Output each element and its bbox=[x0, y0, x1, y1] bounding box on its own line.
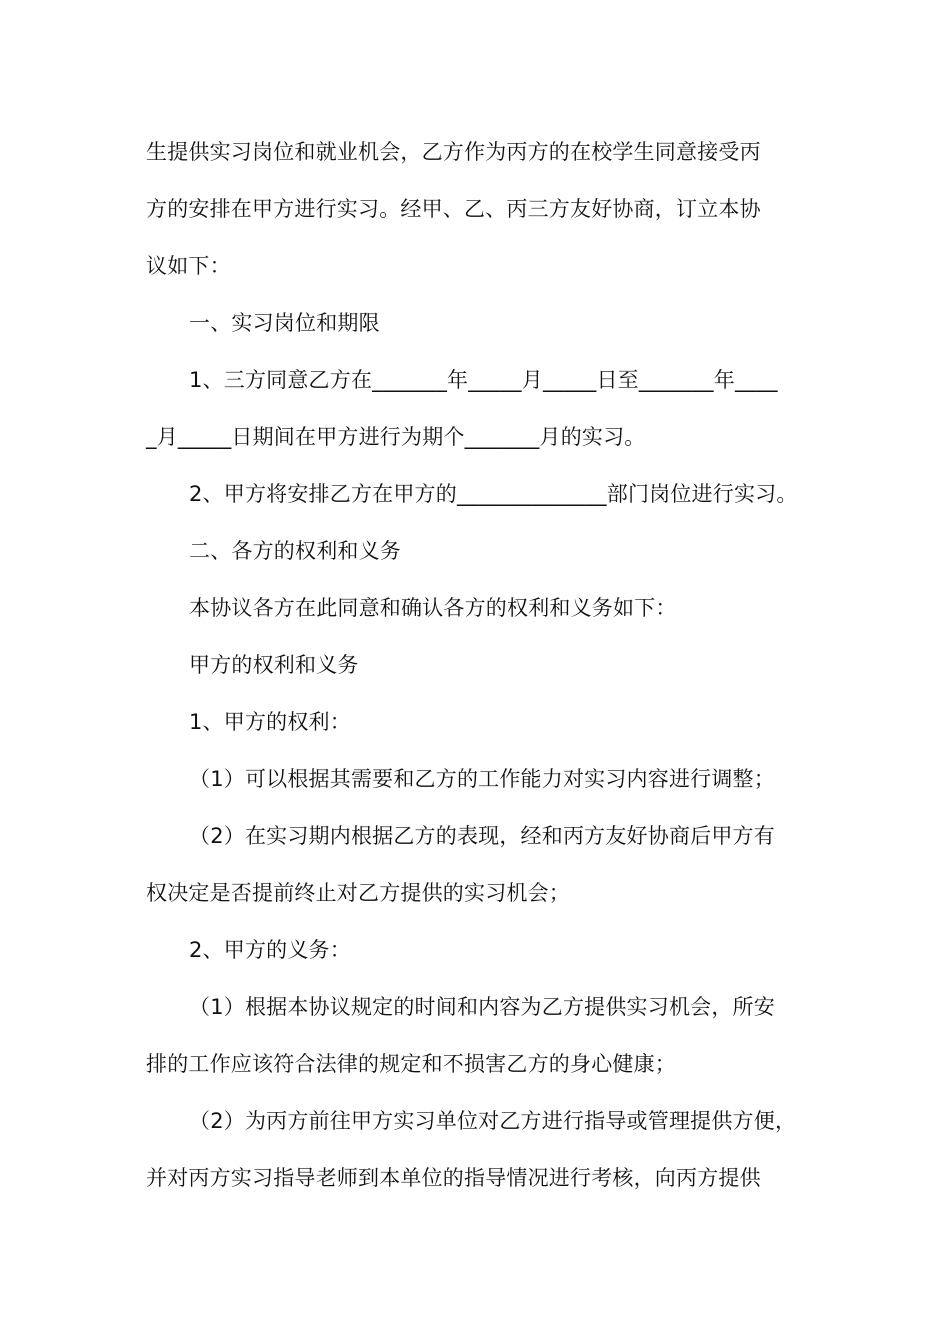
paragraph-line: 生提供实习岗位和就业机会，乙方作为丙方的在校学生同意接受丙 bbox=[146, 140, 761, 164]
paragraph-line: 议如下： bbox=[146, 254, 231, 278]
paragraph-line: 2、甲方将安排乙方在甲方的______________部门岗位进行实习。 bbox=[189, 482, 798, 506]
paragraph-line: 权决定是否提前终止对乙方提供的实习机会； bbox=[146, 881, 570, 905]
paragraph-line: （2）为丙方前往甲方实习单位对乙方进行指导或管理提供方便， bbox=[189, 1109, 797, 1133]
paragraph-line: 1、三方同意乙方在_______年_____月_____日至_______年____ bbox=[189, 368, 778, 392]
subsection-heading: 甲方的权利和义务 bbox=[189, 653, 359, 677]
section-heading: 一、实习岗位和期限 bbox=[189, 311, 380, 335]
paragraph-line: _月_____日期间在甲方进行为期个_______月的实习。 bbox=[146, 425, 646, 449]
section-heading: 二、各方的权利和义务 bbox=[189, 539, 401, 563]
paragraph-line: 方的安排在甲方进行实习。经甲、乙、丙三方友好协商，订立本协 bbox=[146, 197, 761, 221]
paragraph-line: （1）根据本协议规定的时间和内容为乙方提供实习机会，所安 bbox=[189, 995, 775, 1019]
paragraph-line: （2）在实习期内根据乙方的表现，经和丙方友好协商后甲方有 bbox=[189, 824, 775, 848]
paragraph-line: 1、甲方的权利： bbox=[189, 710, 351, 734]
paragraph-line: 本协议各方在此同意和确认各方的权利和义务如下： bbox=[189, 596, 677, 620]
paragraph-line: （1）可以根据其需要和乙方的工作能力对实习内容进行调整； bbox=[189, 767, 775, 791]
paragraph-line: 排的工作应该符合法律的规定和不损害乙方的身心健康； bbox=[146, 1052, 676, 1076]
paragraph-line: 2、甲方的义务： bbox=[189, 938, 351, 962]
paragraph-line: 并对丙方实习指导老师到本单位的指导情况进行考核，向丙方提供 bbox=[146, 1166, 761, 1190]
